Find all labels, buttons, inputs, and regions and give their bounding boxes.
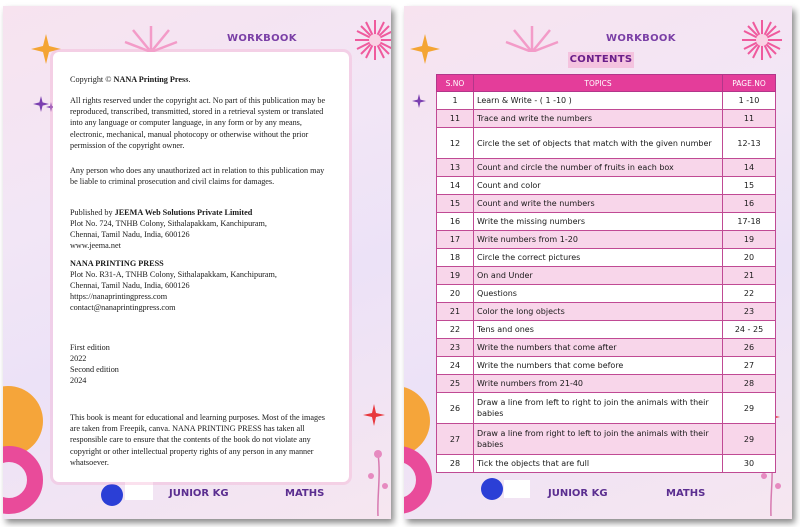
row-page: 29 (723, 424, 776, 455)
row-page: 19 (723, 231, 776, 249)
table-row (437, 177, 776, 195)
table-row (437, 455, 776, 473)
press-email: contact@nanaprintingpress.com (70, 303, 176, 312)
published-prefix: Published by (70, 208, 115, 217)
row-sno: 20 (437, 285, 474, 303)
footer-subject: MATHS (285, 488, 325, 499)
copyright-prefix: Copyright © (70, 75, 114, 84)
copyright-publisher: NANA Printing Press (113, 75, 189, 84)
row-sno: 16 (437, 213, 474, 231)
published-company: JEEMA Web Solutions Private Limited (114, 208, 253, 217)
table-row (437, 303, 776, 321)
header-topics: TOPICS (474, 75, 723, 92)
first-edition-year: 2022 (70, 354, 87, 363)
header-sno: S.NO (437, 75, 474, 92)
row-sno: 18 (437, 249, 474, 267)
row-topic: Write the numbers that come after (474, 339, 723, 357)
table-row (437, 92, 776, 110)
row-page: 29 (723, 393, 776, 424)
copyright-line (70, 74, 332, 85)
press-address-1: Plot No. R31-A, TNHB Colony, Sithalapakkam, Kanchipuram, (70, 270, 277, 279)
table-row (437, 231, 776, 249)
row-topic: Circle the set of objects that match with the given number (474, 128, 723, 159)
row-page: 11 (723, 110, 776, 128)
table-row (437, 339, 776, 357)
row-sno: 23 (437, 339, 474, 357)
row-topic: Draw a line from right to left to join the animals with their babies (474, 424, 723, 455)
row-page: 26 (723, 339, 776, 357)
row-topic: Tens and ones (474, 321, 723, 339)
row-page: 14 (723, 159, 776, 177)
row-sno: 21 (437, 303, 474, 321)
workbook-header: WORKBOOK (227, 33, 297, 44)
footer-level: JUNIOR KG (548, 488, 608, 499)
row-sno: 25 (437, 375, 474, 393)
row-sno: 22 (437, 321, 474, 339)
press-name-text: NANA PRINTING PRESS (70, 259, 164, 268)
row-sno: 17 (437, 231, 474, 249)
row-topic: Color the long objects (474, 303, 723, 321)
footer-subject: MATHS (666, 488, 706, 499)
jeema-address-1: Plot No. 724, TNHB Colony, Sithalapakkam, Kanchipuram, (70, 219, 267, 228)
sunburst-icon (504, 22, 560, 52)
row-sno: 28 (437, 455, 474, 473)
row-topic: Write numbers from 21-40 (474, 375, 723, 393)
press-address-2: Chennai, Tamil Nadu, India, 600126 (70, 281, 190, 290)
row-topic: Learn & Write - ( 1 -10 ) (474, 92, 723, 110)
workbook-header: WORKBOOK (606, 33, 676, 44)
table-row (437, 393, 776, 424)
row-sno: 27 (437, 424, 474, 455)
row-page: 15 (723, 177, 776, 195)
row-sno: 24 (437, 357, 474, 375)
row-sno: 11 (437, 110, 474, 128)
table-row (437, 285, 776, 303)
row-topic: Trace and write the numbers (474, 110, 723, 128)
table-row (437, 357, 776, 375)
first-edition-label: First edition (70, 343, 110, 352)
row-topic: Circle the correct pictures (474, 249, 723, 267)
copyright-card (53, 52, 349, 482)
row-topic: Write numbers from 1-20 (474, 231, 723, 249)
header-page: PAGE.NO (723, 75, 776, 92)
sparkle-star-icon (412, 94, 426, 108)
pink-flower-icon (353, 18, 391, 62)
sparkle-star-icon (410, 34, 440, 64)
flower-stem-icon (363, 446, 391, 516)
second-edition-label: Second edition (70, 365, 119, 374)
table-row (437, 159, 776, 177)
table-row (437, 249, 776, 267)
footer-level: JUNIOR KG (169, 488, 229, 499)
row-sno: 1 (437, 92, 474, 110)
jeema-address-2: Chennai, Tamil Nadu, India, 600126 (70, 230, 190, 239)
jeema-web: www.jeema.net (70, 241, 121, 250)
row-page: 20 (723, 249, 776, 267)
table-row (437, 128, 776, 159)
row-sno: 26 (437, 393, 474, 424)
row-topic: Count and color (474, 177, 723, 195)
row-page: 16 (723, 195, 776, 213)
row-page: 30 (723, 455, 776, 473)
pink-ring-decoration (3, 446, 43, 514)
table-row (437, 195, 776, 213)
copyright-suffix: . (188, 75, 191, 84)
pink-ring-decoration (404, 446, 432, 514)
orange-circle-decoration (404, 386, 430, 456)
red-flower-icon (363, 404, 385, 426)
row-sno: 19 (437, 267, 474, 285)
row-page: 22 (723, 285, 776, 303)
row-page: 21 (723, 267, 776, 285)
left-page (3, 6, 391, 519)
table-row (437, 267, 776, 285)
rights-paragraph: All rights reserved under the copyright act. No part of this publication may be reproduced, transcribed, transmitted, stored in a retrieval system or translated into any language or computer language, in any form or by any means, electronic, mechanical, manual photocopy or otherwise without the prior permission of the copyright owner. (70, 96, 326, 150)
row-page: 24 - 25 (723, 321, 776, 339)
blue-dot-decoration (101, 484, 123, 506)
row-topic: Tick the objects that are full (474, 455, 723, 473)
row-topic: Write the missing numbers (474, 213, 723, 231)
disclaimer-paragraph: This book is meant for educational and learning purposes. Most of the images are taken from Freepik, canva. NANA PRINTING PRESS has taken all responsible care to ensure that the contents of the book do not violate any copyright or other intellectual property rights of any person in any manner whatsoever. (70, 413, 325, 467)
second-edition-year: 2024 (70, 376, 87, 385)
contents-rows (437, 92, 776, 473)
blue-dot-decoration (481, 478, 503, 500)
row-sno: 15 (437, 195, 474, 213)
contents-table (436, 74, 776, 473)
row-topic: Draw a line from left to right to join the animals with their babies (474, 393, 723, 424)
contents-title: CONTENTS (568, 52, 634, 68)
row-topic: Count and circle the number of fruits in each box (474, 159, 723, 177)
table-row (437, 213, 776, 231)
right-page (404, 6, 792, 519)
row-page: 27 (723, 357, 776, 375)
row-page: 12-13 (723, 128, 776, 159)
row-topic: Questions (474, 285, 723, 303)
row-sno: 12 (437, 128, 474, 159)
table-row (437, 321, 776, 339)
row-page: 17-18 (723, 213, 776, 231)
pink-flower-icon (740, 18, 784, 62)
row-topic: On and Under (474, 267, 723, 285)
table-row (437, 110, 776, 128)
press-name (70, 258, 332, 269)
row-topic: Write the numbers that come before (474, 357, 723, 375)
row-page: 23 (723, 303, 776, 321)
table-header-row (437, 75, 776, 92)
row-topic: Count and write the numbers (474, 195, 723, 213)
white-square-decoration (504, 480, 530, 498)
row-sno: 14 (437, 177, 474, 195)
row-sno: 13 (437, 159, 474, 177)
row-page: 1 -10 (723, 92, 776, 110)
table-row (437, 424, 776, 455)
row-page: 28 (723, 375, 776, 393)
press-web: https://nanaprintingpress.com (70, 292, 168, 301)
sunburst-icon (123, 22, 179, 52)
table-row (437, 375, 776, 393)
published-by (70, 207, 332, 218)
white-square-decoration (125, 482, 153, 500)
warning-paragraph: Any person who does any unauthorized act in relation to this publication may be liable to criminal prosecution and civil claims for damages. (70, 166, 325, 187)
